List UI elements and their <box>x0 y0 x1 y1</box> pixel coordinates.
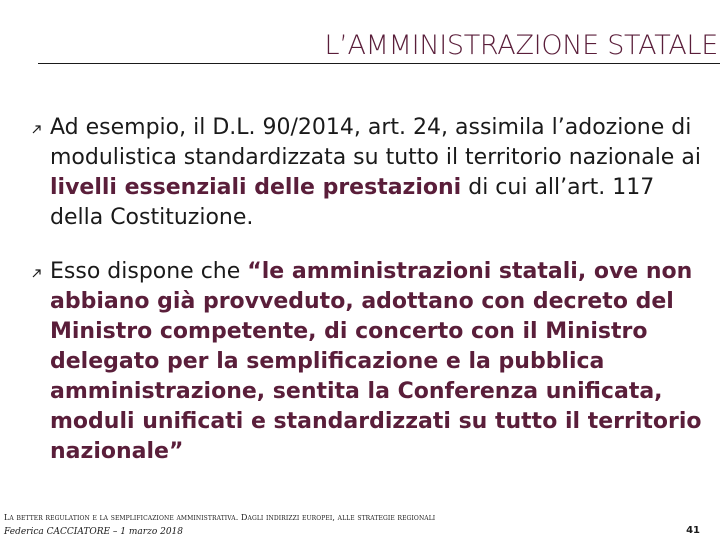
footer-course-title: La better regulation e la semplificazione amministrativa. Dagli indirizzi europei, alle strategie regionali <box>4 513 436 522</box>
slide-title: L’AMMINISTRAZIONE STATALE <box>324 30 718 61</box>
bullet-1-part-3: di cui all’art. 117 della Costituzione. <box>50 175 655 230</box>
bullet-text-2 <box>50 257 705 467</box>
bullet-text-1 <box>50 113 705 233</box>
bullet-1-part-1: Ad esempio, il D.L. 90/2014, art. 24, assimila l’adozione di modulistica standardizzata su tutto il territorio nazionale ai <box>50 115 701 170</box>
arrow-up-right-icon <box>31 264 43 276</box>
bullet-1-emphasis: livelli essenziali delle prestazioni <box>50 175 462 200</box>
title-underline <box>38 63 720 64</box>
footer-author-date: Federica CACCIATORE – 1 marzo 2018 <box>4 527 183 537</box>
arrow-up-right-icon <box>31 120 43 132</box>
bullet-2-part-1: Esso dispone che <box>50 259 248 284</box>
page-number: 41 <box>686 525 700 536</box>
bullet-2-quote: “le amministrazioni statali, ove non abbiano già provveduto, adottano con decreto del Ministro competente, di concerto con il Ministro delegato per la semplificazione e la pubblica amministrazione, sentita la Conferenza unificata, moduli unificati e standardizzati su tutto il territorio nazionale” <box>50 259 702 464</box>
